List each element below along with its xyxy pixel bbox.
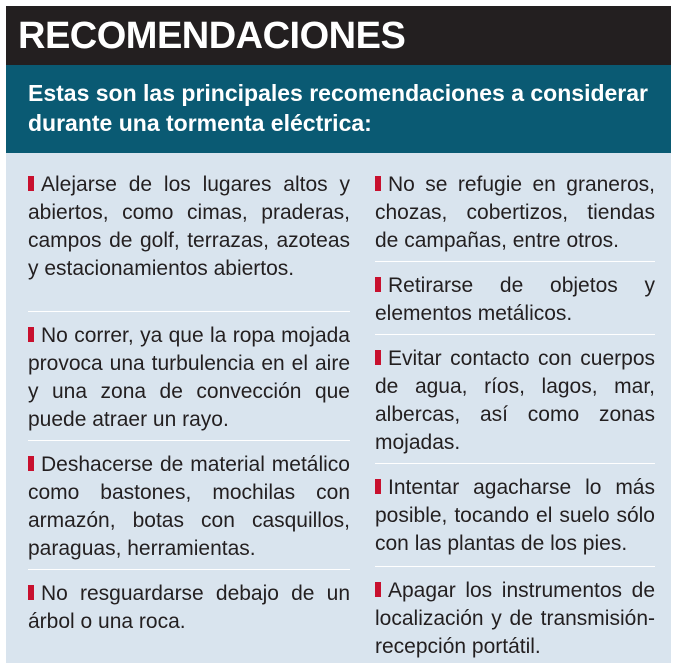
bullet-marker-icon [375,277,381,292]
bullet-marker-icon [28,585,34,600]
list-item: Alejarse de los lugares altos y abiertos, como cimas, praderas, campos de golf, terrazas, azoteas y estacionamientos abiertos. [28,173,350,280]
left-column [28,171,350,640]
list-item: Evitar contacto con cuerpos de agua, ríos, lagos, mar, albercas, así como zonas mojadas. [375,347,655,454]
list-item: No se refugie en graneros, chozas, cobertizos, tiendas de campañas, entre otros. [375,173,655,252]
title-bar [6,6,671,65]
divider [375,261,655,262]
bullet-marker-icon [28,327,34,342]
right-column [375,171,655,667]
bullet-marker-icon [375,479,381,494]
bullet-marker-icon [28,456,34,471]
bullet-marker-icon [375,176,381,191]
page-subtitle: Estas son las principales recomendaciones a considerar durante una tormenta eléctrica: [28,80,648,136]
divider [28,311,350,312]
bullet-marker-icon [375,350,381,365]
divider [28,569,350,570]
recommendations-panel [6,6,671,663]
divider [375,463,655,464]
list-item: Intentar agacharse lo más posible, tocando el suelo sólo con las plantas de los pies. [375,476,655,555]
divider [28,440,350,441]
bullet-marker-icon [28,176,34,191]
list-item: No correr, ya que la ropa mojada provoca una turbulencia en el aire y una zona de convección que puede atraer un rayo. [28,324,350,431]
divider [375,334,655,335]
subtitle-bar [6,65,671,153]
page-title: RECOMENDACIONES [18,15,406,57]
list-item: Apagar los instrumentos de localización y de transmisión-recepción portátil. [375,579,655,658]
list-item: Retirarse de objetos y elementos metálicos. [375,274,655,325]
bullet-marker-icon [375,582,381,597]
list-item: No resguardarse debajo de un árbol o una roca. [28,582,350,633]
list-item: Deshacerse de material metálico como bastones, mochilas con armazón, botas con casquillos, paraguas, herramientas. [28,453,350,560]
divider [375,566,655,567]
